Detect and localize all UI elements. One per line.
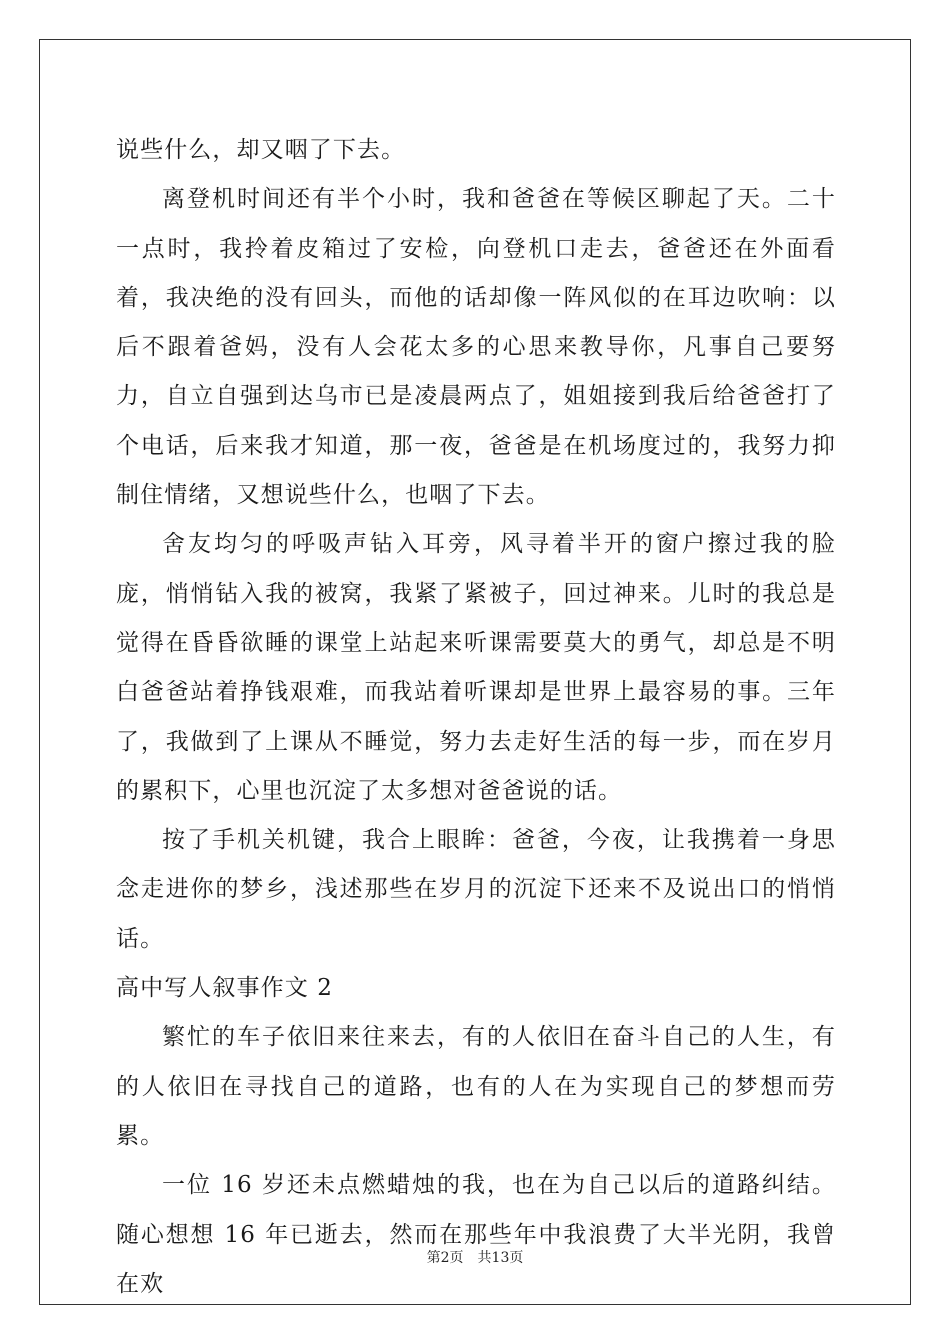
page-number: 第2页 (426, 1250, 464, 1266)
paragraph-1: 说些什么，却又咽了下去。 (116, 137, 406, 163)
paragraph-2: 离登机时间还有半个小时，我和爸爸在等候区聊起了天。二十一点时，我拎着皮箱过了安检，向登机口走去，爸爸还在外面看着，我决绝的没有回头，而他的话却像一阵风似的在耳边吹响：以后不跟着爸妈，没有人会花太多的心思来教导你，凡事自己要努力，自立自强到达乌市已是凌晨两点了，姐姐接到我后给爸爸打了个电话，后来我才知道，那一夜，爸爸是在机场度过的，我努力抑制住情绪，又想说些什么，也咽了下去。 (116, 186, 836, 509)
paragraph-6: 一位 16 岁还未点燃蜡烛的我，也在为自己以后的道路纠结。随心想想 16 年已逝去，然而在那些年中我浪费了大半光阴，我曾在欢 (116, 1172, 836, 1297)
section-heading: 高中写人叙事作文 2 (116, 975, 333, 1002)
paragraph-5: 繁忙的车子依旧来往来去，有的人依旧在奋斗自己的人生，有的人依旧在寻找自己的道路，也有的人在为实现自己的梦想而劳累。 (116, 1024, 836, 1149)
paragraph-4: 按了手机关机键，我合上眼眸：爸爸，今夜，让我携着一身思念走进你的梦乡，浅述那些在岁月的沉淀下还来不及说出口的悄悄话。 (116, 827, 836, 952)
page-footer (0, 1247, 950, 1267)
document-body (116, 126, 836, 1309)
page-total: 共13页 (477, 1250, 524, 1266)
paragraph-3: 舍友均匀的呼吸声钻入耳旁，风寻着半开的窗户擦过我的脸庞，悄悄钻入我的被窝，我紧了紧被子，回过神来。儿时的我总是觉得在昏昏欲睡的课堂上站起来听课需要莫大的勇气，却总是不明白爸爸站着挣钱艰难，而我站着听课却是世界上最容易的事。三年了，我做到了上课从不睡觉，努力去走好生活的每一步，而在岁月的累积下，心里也沉淀了太多想对爸爸说的话。 (116, 531, 836, 804)
